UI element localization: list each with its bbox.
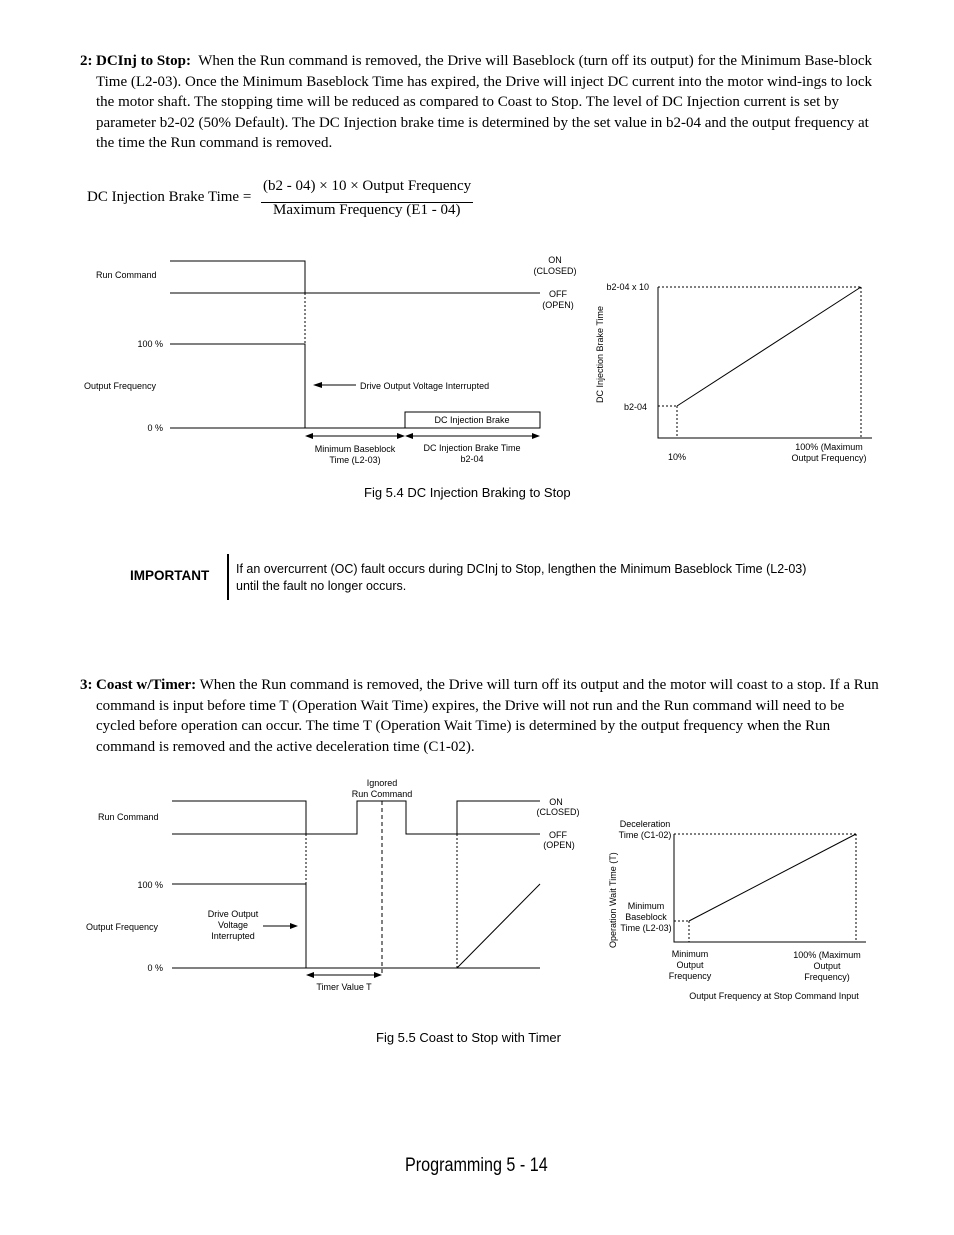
- section-number: 3:: [80, 677, 93, 693]
- section-2-paragraph: [80, 51, 880, 154]
- important-divider: [227, 554, 229, 600]
- important-text: [236, 561, 836, 595]
- graph-xmax-label-2: Output Frequency): [791, 453, 867, 463]
- ignored-label-2: Run Command: [351, 789, 413, 799]
- off-label: OFF: [549, 830, 567, 840]
- maxout-label-3: Frequency): [804, 972, 850, 982]
- run-command-label: Run Command: [98, 812, 159, 822]
- formula-numerator: (b2 - 04) × 10 × Output Frequency: [263, 178, 472, 194]
- section-lead: DCInj to Stop:: [96, 53, 192, 69]
- important-line-2: until the fault no longer occurs.: [236, 579, 407, 593]
- off-label: OFF: [549, 289, 567, 299]
- fig-5-4-caption: Fig 5.4 DC Injection Braking to Stop: [364, 485, 571, 500]
- graph-x10-label: 10%: [667, 452, 687, 462]
- run-command-label: Run Command: [96, 270, 157, 280]
- timer-value-label: Timer Value T: [316, 982, 372, 992]
- on-label: ON: [549, 797, 563, 807]
- graph-ylabel: Operation Wait Time (T): [608, 852, 618, 948]
- important-line-1: If an overcurrent (OC) fault occurs during DCInj to Stop, lengthen the Minimum Baseblock Time (L2-03): [236, 562, 807, 576]
- ignored-label: Ignored: [366, 778, 398, 788]
- on-label: ON: [548, 255, 562, 265]
- minout-label-2: Output: [676, 960, 704, 970]
- fig-5-5-timing-diagram: [0, 775, 954, 1005]
- minout-label: Minimum: [671, 949, 709, 959]
- minbb-label: Minimum: [627, 901, 665, 911]
- graph-ylabel: DC Injection Brake Time: [595, 305, 605, 403]
- section-text: When the Run command is removed, the Drive will Baseblock (turn off its output) for the Minimum Base-block Time (L2-03). Once the Minimum Baseblock Time has expired, the Drive will inject DC current into the motor wind-ings to lock the motor shaft. The stopping time will be reduced as compared to Coast to Stop. The level of DC Injection current is set by parameter b2-02 (50% Default). The DC Injection brake time is determined by the set value in b2-04 and the output frequency at the time the Run command is removed.: [96, 53, 873, 151]
- fig-5-4-timing-diagram: [0, 240, 954, 480]
- maxout-label-2: Output: [813, 961, 841, 971]
- minbb-label-2: Baseblock: [625, 912, 667, 922]
- formula-lhs: DC Injection Brake Time =: [87, 189, 252, 205]
- closed-label: (CLOSED): [533, 266, 577, 276]
- decel-label-2: Time (C1-02): [618, 830, 672, 840]
- maxout-label: 100% (Maximum: [793, 950, 861, 960]
- minout-label-3: Frequency: [668, 971, 712, 981]
- open-label: (OPEN): [543, 840, 575, 850]
- section-lead: Coast w/Timer:: [96, 677, 197, 693]
- important-label: IMPORTANT: [130, 568, 210, 583]
- dcib-time-label: DC Injection Brake Time: [423, 443, 521, 453]
- pct100-label: 100 %: [137, 880, 163, 890]
- pct0-label: 0 %: [147, 963, 163, 973]
- min-baseblock-label-2: Time (L2-03): [329, 455, 381, 465]
- decel-label: Deceleration: [619, 819, 671, 829]
- min-baseblock-label: Minimum Baseblock: [314, 444, 396, 454]
- graph-xmax-label: 100% (Maximum: [795, 442, 863, 452]
- drive-output-interrupted-label: Drive Output Voltage Interrupted: [360, 381, 490, 391]
- section-text: When the Run command is removed, the Drive will turn off its output and the motor will coast to a stop. If a Run command is input before time T (Operation Wait Time) expires, the Drive will not run and the Run command will need to be cycled before operation can occur. The time T (Operation Wait Time) is determined by the output frequency when the Run command is removed and the active deceleration time (C1-02).: [96, 677, 879, 755]
- drive-output-label-2: Voltage: [217, 920, 249, 930]
- section-number: 2:: [80, 53, 93, 69]
- open-label: (OPEN): [542, 300, 574, 310]
- page-footer: Programming 5 - 14: [405, 1155, 548, 1176]
- pct0-label: 0 %: [147, 423, 163, 433]
- xaxis-label: Output Frequency at Stop Command Input: [689, 991, 859, 1001]
- output-frequency-label: Output Frequency: [86, 922, 159, 932]
- drive-output-label-3: Interrupted: [211, 931, 255, 941]
- drive-output-label: Drive Output: [207, 909, 259, 919]
- section-3-paragraph: [80, 675, 880, 757]
- fig-5-5-caption: Fig 5.5 Coast to Stop with Timer: [376, 1030, 561, 1045]
- closed-label: (CLOSED): [536, 807, 580, 817]
- graph-ybottom-label: b2-04: [623, 402, 647, 412]
- pct100-label: 100 %: [137, 339, 163, 349]
- graph-ytop-label: b2-04 x 10: [606, 282, 649, 292]
- output-frequency-label: Output Frequency: [84, 381, 157, 391]
- dc-injection-brake-label: DC Injection Brake: [434, 415, 510, 425]
- formula-denominator: Maximum Frequency (E1 - 04): [273, 202, 461, 218]
- minbb-label-3: Time (L2-03): [620, 923, 672, 933]
- dcib-time-label-2: b2-04: [460, 454, 484, 464]
